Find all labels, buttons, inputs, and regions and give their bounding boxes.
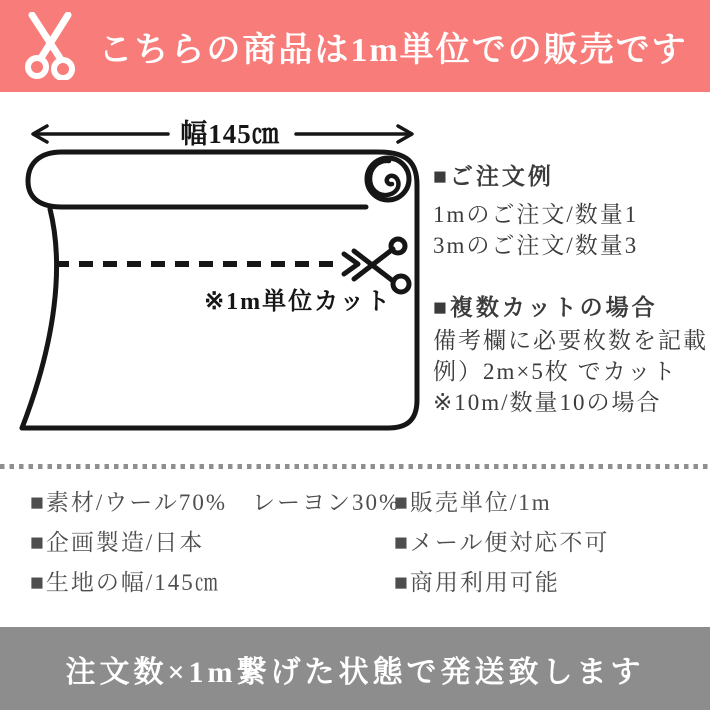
fabric-roll-diagram xyxy=(10,105,430,465)
top-banner-title: こちらの商品は1m単位での販売です xyxy=(98,31,688,69)
order-example-heading: ■ご注文例 xyxy=(433,164,554,189)
spec-mail-delivery: ■メール便対応不可 xyxy=(394,530,610,555)
spec-sale-unit: ■販売単位/1m xyxy=(394,490,552,515)
roll-spiral xyxy=(367,158,409,200)
dotted-divider xyxy=(0,464,710,469)
multi-cut-heading: ■複数カットの場合 xyxy=(433,295,658,320)
shipping-note: 注文数×1m繋げた状態で発送致します xyxy=(65,655,645,689)
specs-left-column xyxy=(30,490,400,610)
multi-cut-line: ※10m/数量10の場合 xyxy=(433,390,662,415)
multi-cut-line: 備考欄に必要枚数を記載 xyxy=(433,328,708,353)
bottom-banner xyxy=(0,627,710,710)
specs-right-column xyxy=(394,490,609,610)
cut-line xyxy=(55,254,358,274)
scissors-icon xyxy=(354,239,409,292)
order-example-line: 3mのご注文/数量3 xyxy=(433,233,639,258)
multi-cut-line: 例）2m×5枚 でカット xyxy=(433,359,678,384)
spec-commercial-use: ■商用利用可能 xyxy=(394,570,560,595)
spec-material: ■素材/ウール70% レーヨン30% xyxy=(30,490,401,515)
order-example-line: 1mのご注文/数量1 xyxy=(433,202,639,227)
scissors-icon xyxy=(22,12,78,80)
top-banner xyxy=(0,0,710,92)
spec-origin: ■企画製造/日本 xyxy=(30,530,205,555)
width-label: 幅145㎝ xyxy=(180,119,280,149)
spec-fabric-width: ■生地の幅/145㎝ xyxy=(30,570,220,595)
cut-note-label: ※1m単位カット xyxy=(204,289,392,315)
